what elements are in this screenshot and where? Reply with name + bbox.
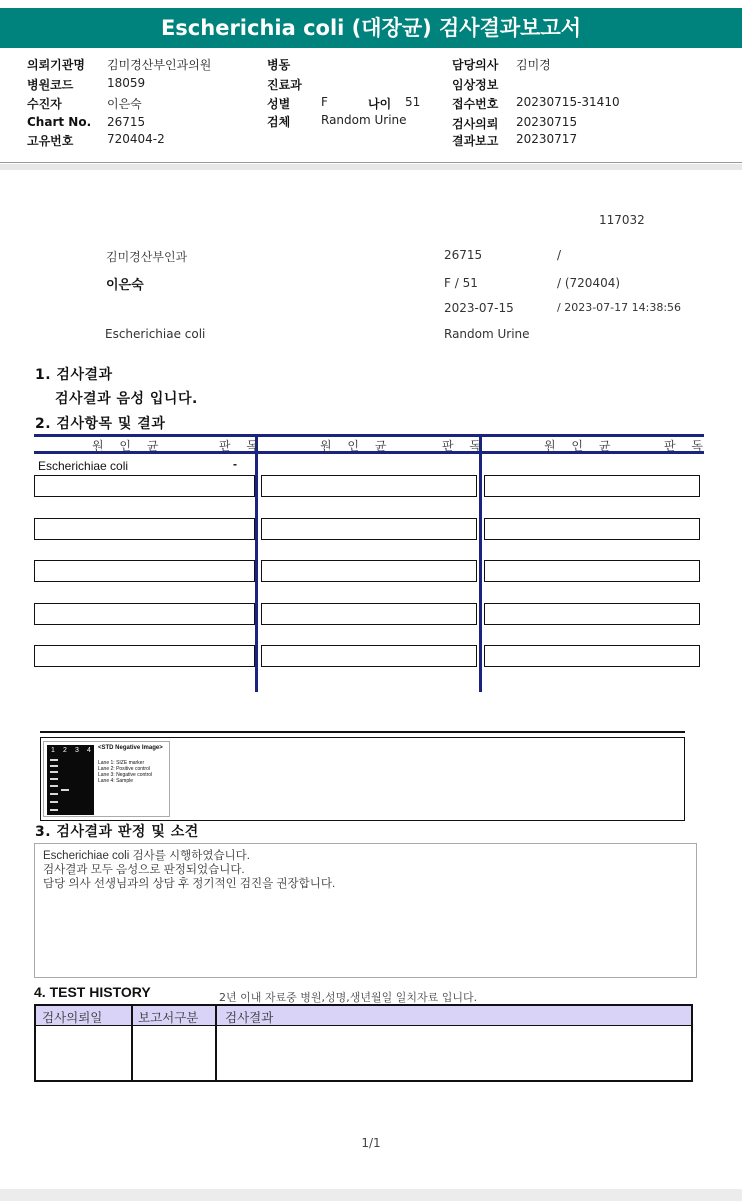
print-report-time: / 2023-07-17 14:38:56	[557, 301, 682, 314]
patient-value: 이은숙	[107, 97, 142, 111]
specimen-value: Random Urine	[321, 113, 407, 127]
receipt-label: 접수번호	[452, 97, 499, 111]
history-table	[34, 1004, 693, 1082]
ward-label: 병동	[267, 58, 291, 72]
print-hospital: 김미경산부인과	[106, 250, 188, 264]
uid-value: 720404-2	[107, 132, 165, 146]
page-number: 1/1	[361, 1136, 381, 1150]
hospital-value: 김미경산부인과의원	[107, 58, 212, 72]
col-judgement-2: 판 독	[442, 439, 487, 453]
result-organism: Escherichiae coli	[38, 459, 129, 473]
gel-band	[50, 765, 58, 767]
doctor-value: 김미경	[516, 58, 551, 72]
result-box	[484, 560, 700, 582]
request-value: 20230715	[516, 115, 578, 129]
history-header-type: 보고서구분	[138, 1010, 199, 1025]
gel-band	[50, 801, 58, 803]
opinion-line: Escherichiae coli 검사를 시행하였습니다.	[43, 850, 250, 862]
gel-band	[50, 793, 58, 795]
receipt-value: 20230715-31410	[516, 95, 620, 109]
specimen-label: 검체	[267, 115, 291, 129]
gel-legend	[98, 745, 163, 784]
lane-number: 1	[51, 747, 55, 754]
print-slash: /	[557, 248, 562, 262]
section4-title: 4. TEST HISTORY	[34, 984, 151, 1000]
table-col-divider-1	[255, 434, 258, 692]
header-shadow	[0, 164, 742, 170]
result-judgement: -	[233, 457, 237, 471]
gel-legend-line: Lane 3: Negative control	[98, 772, 153, 778]
result-box	[261, 518, 477, 540]
gel-legend-line: Lane 4: Sample	[98, 778, 134, 784]
report-title: Escherichia coli (대장균) 검사결과보고서	[0, 8, 742, 48]
col-organism-2: 원 인 균	[320, 439, 393, 453]
gel-legend-line: Lane 1: SIZE marker	[98, 760, 145, 766]
result-box	[261, 475, 477, 497]
result-box	[484, 475, 700, 497]
lane-number: 4	[87, 747, 91, 754]
age-value: 51	[405, 95, 421, 109]
section2-title: 2. 검사항목 및 결과	[35, 416, 166, 432]
result-box	[261, 560, 477, 582]
history-header-result: 검사결과	[225, 1010, 274, 1025]
opinion-line: 담당 의사 선생님과의 상담 후 정기적인 검진을 권장합니다.	[43, 878, 336, 890]
result-box	[34, 603, 255, 625]
col-organism-1: 원 인 균	[92, 439, 165, 453]
print-patient: 이은숙	[106, 278, 144, 293]
request-label: 검사의뢰	[452, 117, 499, 131]
history-col-divider	[215, 1006, 217, 1080]
gel-image	[43, 741, 170, 817]
history-col-divider	[131, 1006, 133, 1080]
print-birth: / (720404)	[557, 276, 621, 290]
print-id: 117032	[599, 213, 645, 227]
gel-title: <STD Negative Image>	[98, 745, 163, 751]
result-box	[484, 645, 700, 667]
gel-band	[50, 785, 58, 787]
section3-title: 3. 검사결과 판정 및 소견	[35, 824, 199, 840]
bottom-shade	[0, 1189, 742, 1201]
history-header-date: 검사의뢰일	[42, 1010, 103, 1025]
section1-result: 검사결과 음성 입니다.	[55, 391, 198, 407]
patient-label: 수진자	[27, 97, 62, 111]
history-header-row	[36, 1006, 691, 1026]
col-judgement-1: 판 독	[219, 439, 264, 453]
uid-label: 고유번호	[27, 134, 74, 148]
gel-band	[50, 771, 58, 773]
age-label: 나이	[368, 97, 392, 111]
gel-band	[61, 789, 69, 791]
gel-band	[50, 778, 58, 780]
gel-band	[50, 809, 58, 811]
lane-number: 2	[63, 747, 67, 754]
print-test: Escherichiae coli	[105, 327, 206, 341]
hospital-label: 의뢰기관명	[27, 58, 85, 72]
chart-label: Chart No.	[27, 115, 92, 129]
result-box	[34, 475, 255, 497]
result-box	[261, 645, 477, 667]
gel-lanes	[47, 745, 94, 815]
doctor-label: 담당의사	[452, 58, 499, 72]
result-box	[34, 560, 255, 582]
print-sex-age: F / 51	[444, 276, 478, 290]
code-value: 18059	[107, 76, 146, 90]
gel-band	[50, 759, 58, 761]
col-judgement-3: 판 독	[664, 439, 709, 453]
chart-value: 26715	[107, 115, 146, 129]
col-organism-3: 원 인 균	[544, 439, 617, 453]
sex-value: F	[321, 95, 328, 109]
result-box	[261, 603, 477, 625]
opinion-line: 검사결과 모두 음성으로 판정되었습니다.	[43, 864, 245, 876]
header-divider	[0, 162, 742, 163]
report-label: 결과보고	[452, 134, 499, 148]
history-note: 2년 이내 자료중 병원,성명,생년월일 일치자료 입니다.	[219, 991, 478, 1004]
result-box	[34, 518, 255, 540]
code-label: 병원코드	[27, 78, 74, 92]
lane-number: 3	[75, 747, 79, 754]
result-box	[484, 518, 700, 540]
sex-label: 성별	[267, 97, 291, 111]
print-chart: 26715	[444, 248, 483, 262]
result-box	[34, 645, 255, 667]
result-box	[484, 603, 700, 625]
print-date: 2023-07-15	[444, 301, 514, 315]
dept-label: 진료과	[267, 78, 302, 92]
print-specimen: Random Urine	[444, 327, 530, 341]
table-col-divider-2	[479, 434, 482, 692]
clinical-label: 임상정보	[452, 78, 499, 92]
section1-title: 1. 검사결과	[35, 367, 113, 383]
report-value: 20230717	[516, 132, 578, 146]
gel-top-rule	[40, 731, 685, 733]
gel-legend-line: Lane 2: Positive control	[98, 766, 150, 772]
opinion-box	[34, 843, 697, 978]
